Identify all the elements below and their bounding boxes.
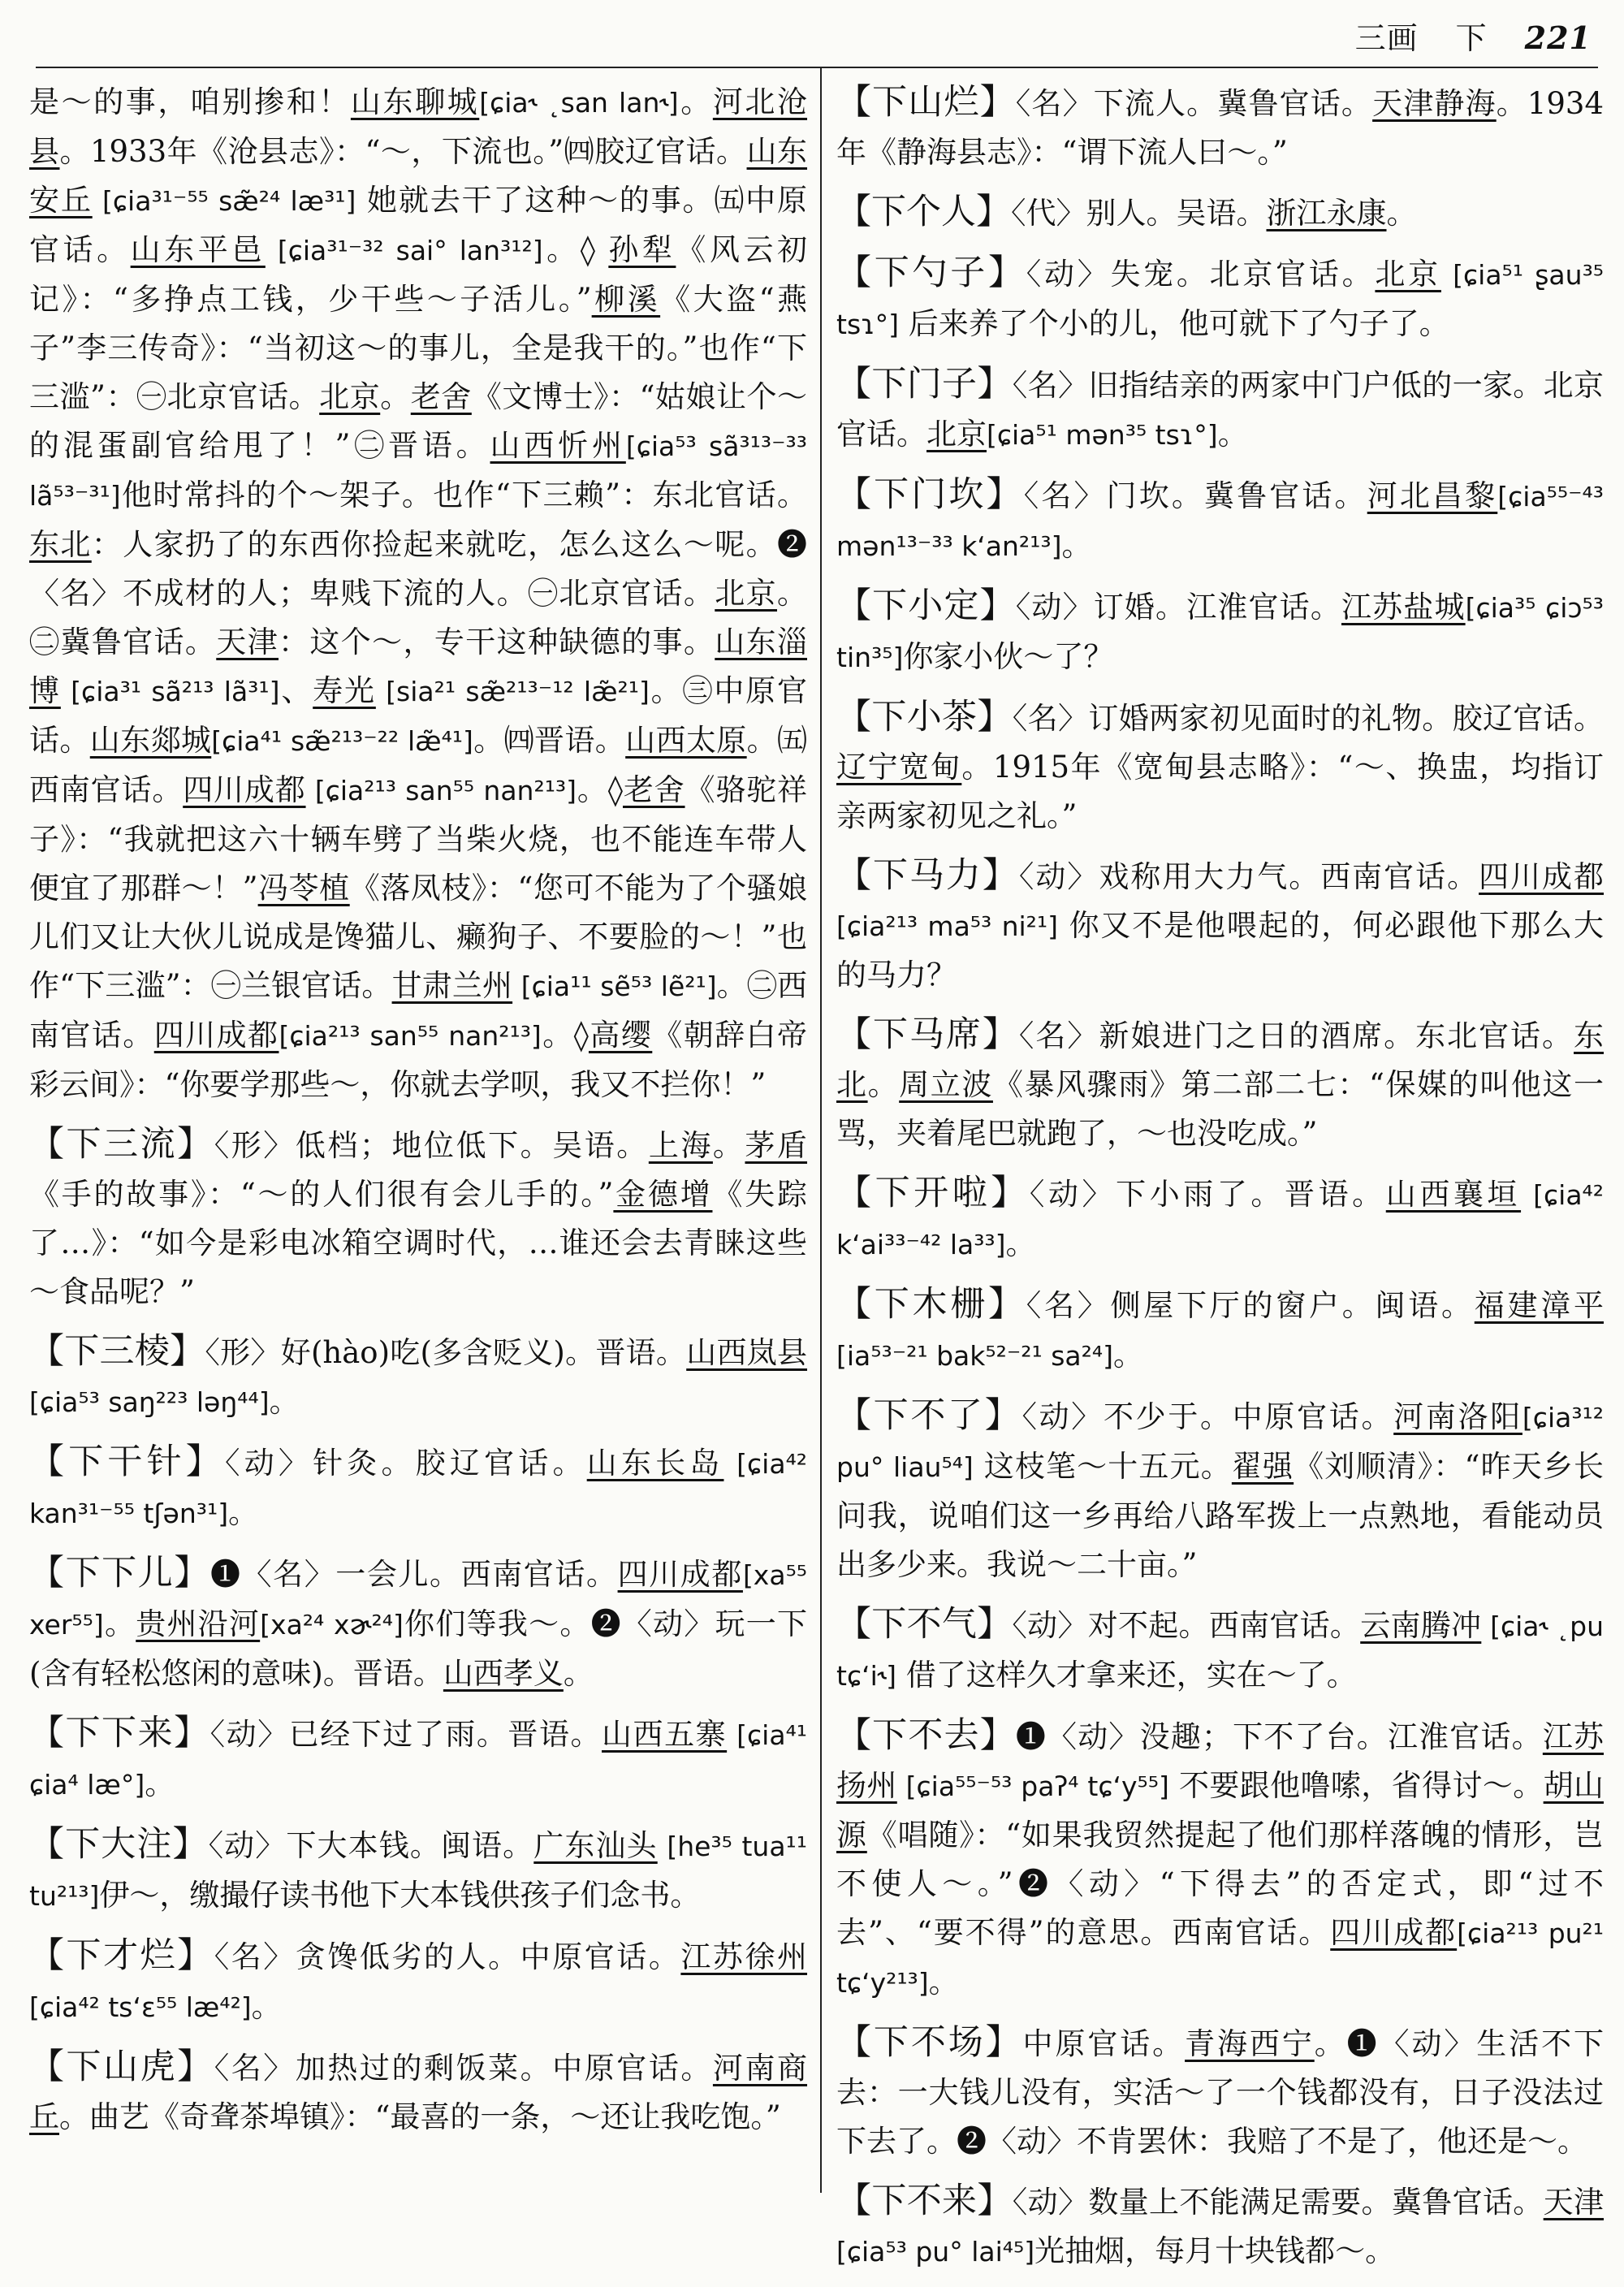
underlined-place-or-author: 山东平邑 bbox=[130, 232, 266, 267]
entry-text: 。 bbox=[928, 1965, 959, 2000]
entry-headword: 【下三棱】 bbox=[29, 1331, 205, 1372]
dictionary-entry bbox=[836, 581, 1604, 682]
entry-text: 伊～，缴撮仔读书他下大本钱供孩子们念书。 bbox=[99, 1878, 701, 1913]
entry-text: 《风云初记》：“多挣点工钱，少干些～子活儿。” bbox=[29, 232, 808, 317]
entry-text: 不要跟他噜嗦，省得讨～。 bbox=[1168, 1768, 1544, 1803]
dictionary-entry bbox=[836, 2018, 1604, 2166]
entry-text: 。曲艺《奇聋茶埠镇》：“最喜的一条，～还让我吃饱。” bbox=[59, 2099, 781, 2134]
entry-text: 是～的事，咱别掺和！ bbox=[29, 84, 351, 119]
dictionary-entry bbox=[836, 1280, 1604, 1381]
entry-headword: 【下干针】 bbox=[29, 1442, 225, 1482]
entry-text: 《唱随》：“如果我贸然提起了他们那样落魄的情形，岂不使人～。”❷〈动〉“下得去”的否定式，即“过不去”、“要不得”的意思。西南官话。 bbox=[836, 1818, 1605, 1950]
underlined-place-or-author: 江苏徐州 bbox=[680, 1939, 808, 1974]
entry-headword: 【下勺子】 bbox=[836, 253, 1026, 293]
entry-text: 。1933年《沧县志》：“～，下流也。”㈣胶辽官话。 bbox=[59, 134, 747, 169]
underlined-place-or-author: 辽宁宽甸 bbox=[836, 750, 962, 785]
underlined-place-or-author: 山西孝义 bbox=[443, 1656, 564, 1691]
underlined-place-or-author: 北京 bbox=[715, 576, 777, 611]
entry-headword: 【下不气】 bbox=[836, 1604, 1013, 1645]
underlined-place-or-author: 山东淄博 bbox=[29, 625, 807, 708]
page-header bbox=[0, 13, 1592, 58]
entry-text: 。 bbox=[251, 1989, 282, 2024]
phonetic-text: [ɕia⁵⁵⁻⁴³ mən¹³⁻³³ kʻan²¹³] bbox=[836, 481, 1605, 562]
underlined-place-or-author: 河北昌黎 bbox=[1367, 478, 1498, 513]
underlined-place-or-author: 山东郯城 bbox=[89, 723, 212, 758]
underlined-place-or-author: 四川成都 bbox=[617, 1557, 743, 1592]
underlined-place-or-author: 山西太原 bbox=[625, 723, 747, 758]
phonetic-text: [sia²¹ sæ̃²¹³⁻¹² læ̃²¹] bbox=[375, 676, 650, 707]
phonetic-text: [ɕia²¹³ san⁵⁵ nan²¹³] bbox=[305, 775, 577, 806]
underlined-place-or-author: 天津 bbox=[1543, 2185, 1605, 2220]
underlined-place-or-author: 高缨 bbox=[588, 1018, 653, 1053]
underlined-place-or-author: 东北 bbox=[29, 527, 92, 562]
underlined-place-or-author: 山西襄垣 bbox=[1385, 1177, 1522, 1212]
entry-headword: 【下下儿】 bbox=[29, 1553, 210, 1593]
entry-text: 〈动〉失宠。北京官话。 bbox=[1026, 257, 1376, 292]
entry-headword: 【下不来】 bbox=[836, 2181, 1013, 2221]
entry-headword: 【下三流】 bbox=[29, 1124, 214, 1165]
dictionary-entry bbox=[836, 470, 1604, 571]
entry-text: 。 bbox=[1061, 528, 1092, 563]
entry-text: 〈动〉下大本钱。闽语。 bbox=[208, 1828, 534, 1863]
dictionary-entry bbox=[29, 1120, 807, 1316]
entry-headword: 【下门坎】 bbox=[836, 474, 1024, 515]
phonetic-text: [ɕia⁴¹ ɕia⁴ læ°] bbox=[29, 1719, 808, 1801]
entry-headword: 【下不去】 bbox=[836, 1715, 1016, 1756]
entry-text: 。 bbox=[712, 1128, 745, 1163]
phonetic-text: [ɕia˞ ˛san lan˞] bbox=[479, 87, 679, 119]
dictionary-entry bbox=[836, 1711, 1604, 2008]
underlined-place-or-author: 北京 bbox=[1375, 257, 1441, 292]
entry-text: 。㊁冀鲁官话。 bbox=[29, 576, 807, 659]
dictionary-entry bbox=[29, 1931, 807, 2032]
underlined-place-or-author: 四川成都 bbox=[1330, 1915, 1458, 1950]
underlined-place-or-author: 江苏扬州 bbox=[836, 1719, 1605, 1803]
entry-text: 〈代〉别人。吴语。 bbox=[1011, 196, 1267, 231]
entry-text: 〈动〉数量上不能满足需要。冀鲁官话。 bbox=[1012, 2185, 1544, 2220]
dictionary-entry bbox=[29, 1327, 807, 1427]
entry-headword: 【下木栅】 bbox=[836, 1284, 1026, 1325]
entry-text: 〈动〉对不起。西南官话。 bbox=[1012, 1608, 1361, 1643]
phonetic-text: [ɕia³¹⁻⁵⁵ sæ̃²⁴ læ³¹] bbox=[92, 185, 356, 217]
entry-headword: 【下马席】 bbox=[836, 1014, 1019, 1055]
phonetic-text: [ɕia⁵⁵⁻⁵³ paʔ⁴ tɕʻy⁵⁵] bbox=[896, 1770, 1169, 1802]
dictionary-entry bbox=[836, 1600, 1604, 1701]
dictionary-entry bbox=[836, 249, 1604, 349]
entry-text: 。 bbox=[380, 379, 411, 414]
entry-headword: 【下小茶】 bbox=[836, 697, 1013, 737]
dictionary-entry bbox=[836, 1169, 1604, 1269]
underlined-place-or-author: 青海西宁 bbox=[1185, 2026, 1315, 2061]
underlined-place-or-author: 天津静海 bbox=[1372, 86, 1497, 121]
dictionary-entry bbox=[29, 78, 807, 1109]
phonetic-text: [ɕia⁵³ pu° lai⁴⁵] bbox=[836, 2236, 1035, 2268]
entry-text: 你们等我～。❷〈动〉玩一下(含有轻松悠闲的意味)。晋语。 bbox=[29, 1606, 808, 1691]
phonetic-text: [ɕia⁴² kan³¹⁻⁵⁵ tʃən³¹] bbox=[29, 1448, 808, 1529]
phonetic-text: [ɕia⁵³ saŋ²²³ ləŋ⁴⁴] bbox=[29, 1386, 270, 1418]
entry-text: 。 bbox=[1217, 417, 1248, 452]
dictionary-entry bbox=[29, 1549, 807, 1698]
entry-text: ❶〈动〉没趣；下不了台。江淮官话。 bbox=[1015, 1719, 1543, 1754]
dictionary-entry bbox=[836, 360, 1604, 460]
phonetic-text: [ia⁵³⁻²¹ bak⁵²⁻²¹ sa²⁴] bbox=[836, 1340, 1113, 1372]
entry-text: 她就去干了这种～的事。㈤中原官话。 bbox=[29, 183, 808, 267]
entry-text: 。❶〈动〉生活不下去：一大钱儿没有，实活～了一个钱都没有，日子没法过下去了。❷〈动〉不肯罢休：我赔了不是了，他还是～。 bbox=[836, 2026, 1605, 2159]
entry-text: 。 bbox=[103, 1606, 136, 1641]
header-rule bbox=[36, 67, 1598, 68]
entry-text: 〈名〉新娘进门之日的酒席。东北官话。 bbox=[1018, 1018, 1574, 1053]
phonetic-text: [ɕia⁵¹ mən³⁵ tsɿ°] bbox=[987, 419, 1218, 451]
entry-text: 。1915年《宽甸县志略》：“～、换盅，均指订亲两家初见之礼。” bbox=[836, 750, 1605, 833]
entry-text: 。1934年《静海县志》：“谓下流人曰～。” bbox=[836, 86, 1605, 170]
underlined-place-or-author: 四川成都 bbox=[153, 1018, 279, 1053]
underlined-place-or-author: 北京 bbox=[926, 417, 987, 452]
underlined-place-or-author: 老舍 bbox=[623, 772, 685, 807]
entry-text: 后来养了个小的儿，他可就下了勺子了。 bbox=[899, 306, 1449, 341]
underlined-place-or-author: 冯苓植 bbox=[257, 871, 350, 906]
entry-text: 《落凤枝》：“您可不能为了个骚娘儿们又让大伙儿说成是馋猫儿、癞狗子、不要脸的～！”也作“下三滥”：㊀兰银官话。 bbox=[29, 871, 807, 1003]
entry-headword: 【下门子】 bbox=[836, 364, 1013, 404]
entry-text: 〈形〉低档；地位低下。吴语。 bbox=[214, 1128, 649, 1163]
underlined-place-or-author: 北京 bbox=[319, 379, 381, 414]
entry-text: 〈名〉门坎。冀鲁官话。 bbox=[1023, 478, 1367, 513]
phonetic-text: [ɕia³¹⁻³² sai° lan³¹²] bbox=[265, 235, 543, 266]
entry-text: 。 bbox=[867, 1067, 900, 1102]
entry-text: 。 bbox=[678, 84, 713, 119]
underlined-place-or-author: 柳溪 bbox=[591, 282, 661, 317]
dictionary-entry bbox=[836, 851, 1604, 1000]
entry-headword: 【下开啦】 bbox=[836, 1173, 1030, 1213]
entry-text: 。㈣晋语。 bbox=[473, 723, 626, 758]
underlined-place-or-author: 翟强 bbox=[1231, 1449, 1294, 1484]
entry-text: 〈动〉戏称用大力气。西南官话。 bbox=[1018, 859, 1479, 894]
entry-headword: 【下小定】 bbox=[836, 586, 1016, 626]
entry-text: 。◊ bbox=[577, 772, 623, 807]
entry-text: 〈动〉下小雨了。晋语。 bbox=[1029, 1177, 1386, 1212]
dictionary-entry bbox=[836, 2177, 1604, 2276]
entry-text: 。 bbox=[145, 1766, 175, 1801]
underlined-place-or-author: 四川成都 bbox=[1479, 859, 1605, 894]
entry-text: 。◊ bbox=[541, 1018, 589, 1053]
dictionary-entry bbox=[836, 1391, 1604, 1589]
phonetic-text: [he³⁵ tua¹¹ tu²¹³] bbox=[29, 1831, 808, 1912]
entry-text: 《朝辞白帝彩云间》：“你要学那些～，你就去学呗，我又不拦你！” bbox=[29, 1018, 808, 1102]
head-character: 下 bbox=[1455, 20, 1488, 56]
left-column bbox=[29, 78, 807, 2152]
underlined-place-or-author: 河南商丘 bbox=[29, 2051, 808, 2134]
phonetic-text: [ɕia⁴² tsʻɛ⁵⁵ læ⁴²] bbox=[29, 1991, 252, 2023]
underlined-place-or-author: 天津 bbox=[216, 625, 279, 659]
page-number: 221 bbox=[1524, 19, 1592, 56]
entry-text: 〈动〉针灸。胶辽官话。 bbox=[225, 1446, 587, 1481]
phonetic-text: [ɕia³¹² pu° liau⁵⁴] bbox=[836, 1402, 1605, 1483]
entry-text: 光抽烟，每月十块钱都～。 bbox=[1034, 2233, 1396, 2268]
entry-text: 这枝笔～十五元。 bbox=[973, 1449, 1232, 1484]
underlined-place-or-author: 山东安丘 bbox=[29, 134, 808, 218]
entry-headword: 【下山虎】 bbox=[29, 2047, 214, 2087]
underlined-place-or-author: 金德增 bbox=[613, 1177, 713, 1212]
entry-text: 《刘顺清》：“昨天乡长问我，说咱们这一乡再给八路军拨上一点熟地，看能动员出多少来。我说～二十亩。” bbox=[836, 1449, 1604, 1582]
underlined-place-or-author: 浙江永康 bbox=[1266, 196, 1387, 231]
right-column bbox=[836, 78, 1604, 2287]
underlined-place-or-author: 四川成都 bbox=[183, 772, 306, 807]
entry-headword: 【下大注】 bbox=[29, 1824, 209, 1865]
dictionary-entry bbox=[29, 1437, 807, 1538]
underlined-place-or-author: 老舍 bbox=[410, 379, 472, 414]
entry-text: 。 bbox=[1112, 1338, 1143, 1373]
entry-text: 。 bbox=[1386, 196, 1417, 231]
phonetic-text: [ɕia³⁵ ɕiɔ⁵³ tin³⁵] bbox=[836, 592, 1605, 673]
entry-text: 〈名〉侧屋下厅的窗户。闽语。 bbox=[1026, 1288, 1475, 1323]
entry-headword: 【下山烂】 bbox=[836, 82, 1016, 123]
underlined-place-or-author: 胡山源 bbox=[836, 1768, 1605, 1853]
entry-text: ：人家扔了的东西你捡起来就吃，怎么这么～呢。❷〈名〉不成材的人；卑贱下流的人。㊀北京官话。 bbox=[29, 527, 807, 611]
phonetic-text: [ɕia²¹³ san⁵⁵ nan²¹³] bbox=[279, 1020, 542, 1052]
entry-text: 《文博士》：“姑娘让个～的混蛋副官给甩了！”㊁晋语。 bbox=[29, 379, 808, 463]
dictionary-entry bbox=[836, 78, 1604, 177]
entry-text: 他时常抖的个～架子。也作“下三赖”：东北官话。 bbox=[120, 478, 807, 512]
entry-text: 〈名〉贪馋低劣的人。中原官话。 bbox=[214, 1939, 681, 1974]
underlined-place-or-author: 上海 bbox=[648, 1128, 713, 1163]
underlined-place-or-author: 山西五寨 bbox=[602, 1717, 728, 1752]
underlined-place-or-author: 山西忻州 bbox=[490, 428, 626, 463]
entry-text: 〈动〉不少于。中原官话。 bbox=[1021, 1399, 1394, 1434]
entry-text: 。㊂中原官话。 bbox=[29, 673, 808, 758]
entry-headword: 【下下来】 bbox=[29, 1713, 210, 1753]
entry-headword: 【下个人】 bbox=[836, 192, 1011, 232]
entry-headword: 【下不了】 bbox=[836, 1395, 1022, 1436]
entry-text: 。 bbox=[228, 1495, 259, 1530]
dictionary-entry bbox=[29, 2043, 807, 2142]
entry-text: 。㈤西南官话。 bbox=[29, 723, 808, 807]
column-divider bbox=[820, 68, 822, 2193]
underlined-place-or-author: 贵州沿河 bbox=[136, 1606, 261, 1641]
underlined-place-or-author: 福建漳平 bbox=[1474, 1288, 1604, 1323]
entry-text: 你家小伙～了？ bbox=[903, 639, 1114, 674]
dictionary-entry bbox=[29, 1820, 807, 1921]
entry-text: 〈动〉订婚。江淮官话。 bbox=[1015, 590, 1341, 625]
entry-text: 《暴风骤雨》第二部二七：“保媒的叫他这一骂，夹着尾巴就跑了，～也没吃成。” bbox=[836, 1067, 1605, 1151]
entry-text: 《失踪了…》：“如今是彩电冰箱空调时代，…谁还会去青睐这些～食品呢？” bbox=[29, 1177, 808, 1309]
phonetic-text: [ɕia⁵³ sã³¹³⁻³³ lã⁵³⁻³¹] bbox=[29, 430, 807, 512]
phonetic-text: [xa⁵⁵ xer⁵⁵] bbox=[29, 1559, 808, 1641]
dictionary-entry bbox=[836, 1010, 1604, 1158]
entry-headword: 【下马力】 bbox=[836, 855, 1019, 896]
entry-text: ：这个～，专干这种缺德的事。 bbox=[279, 625, 715, 659]
phonetic-text: [ɕia²¹³ pu²¹ tɕʻy²¹³] bbox=[836, 1917, 1605, 1999]
entry-text: 中原官话。 bbox=[1022, 2026, 1186, 2061]
phonetic-text: [ɕia˞ ˛pu tɕʻi˞] bbox=[836, 1610, 1605, 1692]
entry-text: 借了这样久才拿来还，实在～了。 bbox=[896, 1658, 1357, 1693]
underlined-place-or-author: 寿光 bbox=[313, 673, 376, 708]
dictionary-entry bbox=[29, 1709, 807, 1809]
underlined-place-or-author: 云南腾冲 bbox=[1360, 1608, 1482, 1643]
underlined-place-or-author: 茅盾 bbox=[745, 1128, 808, 1163]
underlined-place-or-author: 东北 bbox=[836, 1018, 1605, 1102]
entry-text: 你又不是他喂起的，何必跟他下那么大的马力？ bbox=[836, 908, 1604, 992]
underlined-place-or-author: 山东聊城 bbox=[350, 84, 480, 119]
phonetic-text: [ɕia⁴¹ sæ̃²¹³⁻²² læ̃⁴¹] bbox=[211, 725, 473, 757]
entry-text: 《骆驼祥子》：“我就把这六十辆车劈了当柴火烧，也不能连车带人便宜了那群～！” bbox=[29, 772, 808, 906]
entry-text: 〈动〉已经下过了雨。晋语。 bbox=[209, 1717, 603, 1752]
entry-text: 《大盗“燕子”李三传奇》：“当初这～的事儿，全是我干的。”也作“下三滥”：㊀北京官话。 bbox=[29, 282, 807, 414]
entry-text: 〈名〉订婚两家初见面时的礼物。胶辽官话。 bbox=[1012, 701, 1605, 736]
phonetic-text: [ɕia³¹ sã²¹³ lã³¹] bbox=[60, 676, 280, 707]
dictionary-entry bbox=[836, 693, 1604, 841]
entry-text: 。 bbox=[269, 1384, 300, 1419]
underlined-place-or-author: 周立波 bbox=[899, 1067, 993, 1102]
underlined-place-or-author: 甘肃兰州 bbox=[391, 968, 513, 1003]
entry-text: 。 bbox=[1005, 1226, 1036, 1261]
underlined-place-or-author: 山西岚县 bbox=[686, 1335, 808, 1370]
underlined-place-or-author: 广东汕头 bbox=[533, 1828, 658, 1863]
phonetic-text: [ɕia²¹³ ma⁵³ ni²¹] bbox=[836, 910, 1058, 942]
underlined-place-or-author: 孙犁 bbox=[608, 232, 676, 267]
phonetic-text: [xa²⁴ xɚ²⁴] bbox=[260, 1609, 404, 1641]
underlined-place-or-author: 河南洛阳 bbox=[1393, 1399, 1522, 1434]
underlined-place-or-author: 河北沧县 bbox=[29, 84, 808, 169]
entry-headword: 【下才烂】 bbox=[29, 1935, 214, 1976]
entry-headword: 【下不场】 bbox=[836, 2022, 1023, 2063]
entry-text: 〈名〉下流人。冀鲁官话。 bbox=[1015, 86, 1373, 121]
entry-text: 〈名〉加热过的剩饭菜。中原官话。 bbox=[214, 2051, 713, 2086]
entry-text: 。 bbox=[563, 1656, 594, 1691]
entry-text: 、 bbox=[279, 673, 313, 708]
phonetic-text: [ɕia⁵¹ ʂau³⁵ tsɿ°] bbox=[836, 259, 1605, 340]
underlined-place-or-author: 山东长岛 bbox=[586, 1446, 724, 1481]
entry-text: 《手的故事》：“～的人们很有会儿手的。” bbox=[29, 1177, 614, 1212]
entry-text: 。◊ bbox=[542, 232, 609, 267]
underlined-place-or-author: 江苏盐城 bbox=[1341, 590, 1466, 625]
section-label: 三画 bbox=[1354, 20, 1419, 56]
dictionary-entry bbox=[836, 188, 1604, 238]
phonetic-text: [ɕia⁴² kʻai³³⁻⁴² la³³] bbox=[836, 1179, 1604, 1260]
phonetic-text: [ɕia¹¹ sẽ⁵³ lẽ²¹] bbox=[512, 971, 717, 1002]
entry-text: 〈名〉旧指结亲的两家中门户低的一家。北京官话。 bbox=[836, 368, 1605, 452]
entry-text: 。㊁西南官话。 bbox=[29, 968, 808, 1053]
entry-text: ❶〈名〉一会儿。西南官话。 bbox=[209, 1557, 618, 1592]
entry-text: 〈形〉好(hào)吃(多含贬义)。晋语。 bbox=[205, 1335, 687, 1370]
